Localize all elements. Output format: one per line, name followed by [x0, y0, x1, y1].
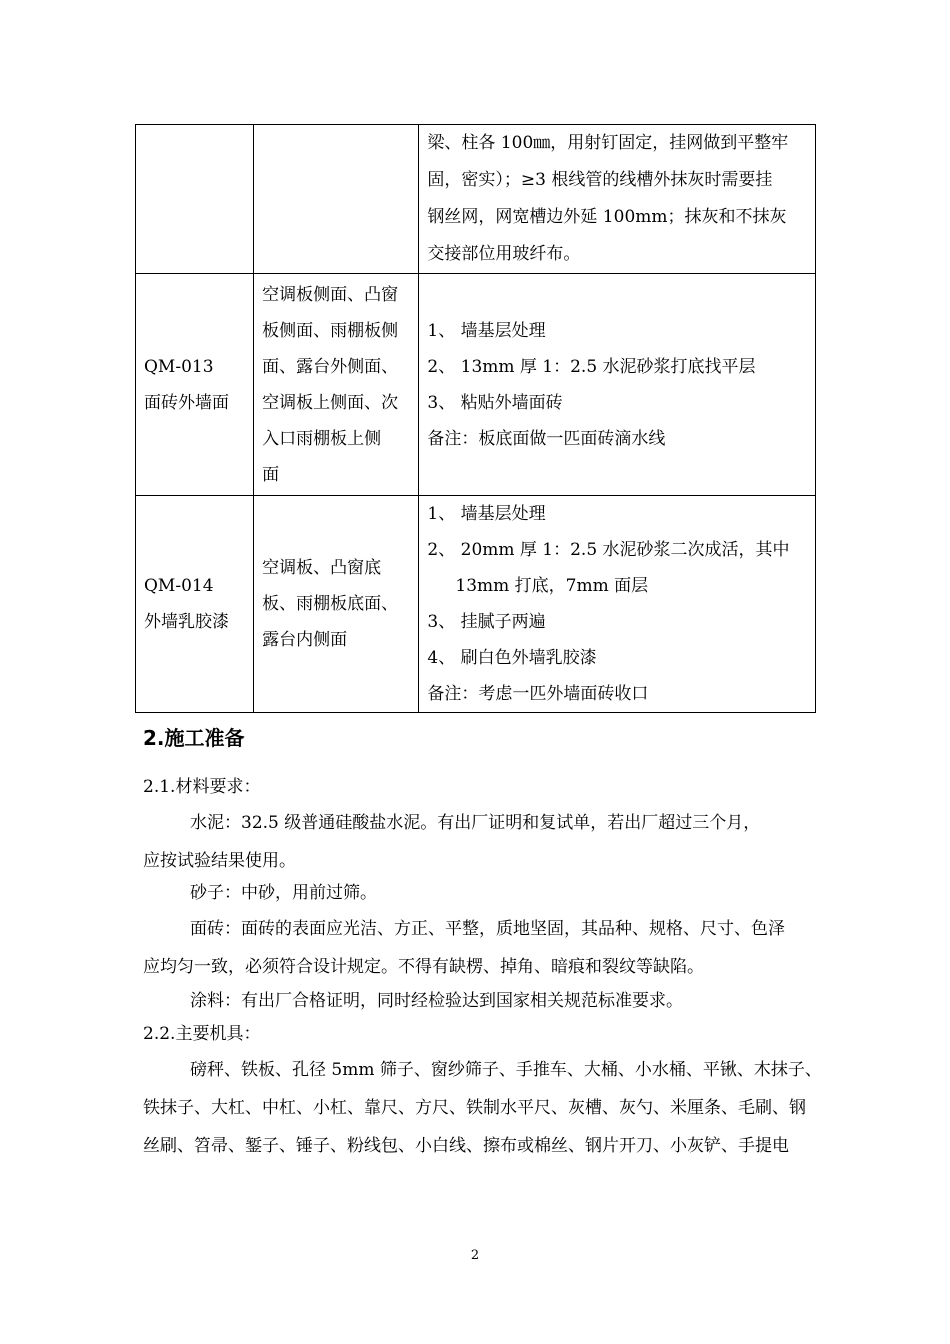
location-cell [254, 125, 419, 274]
paragraph-line: 面砖：面砖的表面应光洁、方正、平整，质地坚固，其品种、规格、尺寸、色泽 [190, 919, 785, 939]
paragraph-line: 应均匀一致，必须符合设计规定。不得有缺楞、掉角、暗痕和裂纹等缺陷。 [143, 957, 704, 977]
method-line: 备注：板底面做一匹面砖滴水线 [427, 428, 666, 449]
location-line: 空调板上侧面、次 [262, 392, 399, 413]
method-line: 13mm 打底，7mm 面层 [455, 576, 649, 596]
table-row [136, 274, 816, 496]
paragraph-line: 应按试验结果使用。 [143, 851, 296, 871]
location-line: 面、露台外侧面、 [262, 356, 399, 377]
item-name: 外墙乳胶漆 [144, 612, 229, 632]
section-heading: 2.施工准备 [143, 726, 245, 750]
item-name: 面砖外墙面 [144, 392, 229, 413]
table-row [136, 125, 816, 274]
item-code: QM-014 [144, 576, 214, 596]
subsection-heading-materials: 2.1.材料要求： [143, 777, 261, 797]
method-cell [419, 274, 816, 496]
location-line: 板、雨棚板底面、 [262, 594, 399, 614]
method-line: 备注：考虑一匹外墙面砖收口 [427, 684, 649, 704]
code-cell [136, 274, 254, 496]
table-row [136, 496, 816, 713]
method-line: 交接部位用玻纤布。 [427, 244, 581, 264]
location-cell [254, 496, 419, 713]
method-line: 梁、柱各 100㎜，用射钉固定，挂网做到平整牢 [427, 133, 789, 153]
paragraph-line: 铁抹子、大杠、中杠、小杠、靠尺、方尺、铁制水平尺、灰槽、灰勺、米厘条、毛刷、钢 [143, 1098, 806, 1118]
method-line: 钢丝网，网宽槽边外延 100mm；抹灰和不抹灰 [427, 207, 787, 227]
paragraph-line: 水泥：32.5 级普通硅酸盐水泥。有出厂证明和复试单，若出厂超过三个月， [190, 813, 761, 833]
method-line: 固，密实）；≥3 根线管的线槽外抹灰时需要挂 [427, 170, 773, 190]
method-cell [419, 125, 816, 274]
location-line: 板侧面、雨棚板侧 [262, 320, 399, 341]
location-line: 面 [262, 464, 280, 485]
method-line: 2、 13mm 厚 1：2.5 水泥砂浆打底找平层 [427, 356, 756, 377]
location-line: 入口雨棚板上侧 [262, 428, 382, 449]
paragraph-tile [143, 910, 818, 986]
method-line: 2、 20mm 厚 1：2.5 水泥砂浆二次成活，其中 [427, 540, 790, 560]
location-line: 露台内侧面 [262, 630, 348, 650]
method-line: 1、 墙基层处理 [427, 504, 546, 524]
method-line: 3、 粘贴外墙面砖 [427, 392, 563, 413]
paragraph-line: 砂子：中砂，用前过筛。 [190, 883, 377, 903]
location-cell [254, 274, 419, 496]
code-cell [136, 496, 254, 713]
paragraph-line: 涂料：有出厂合格证明，同时经检验达到国家相关规范标准要求。 [190, 991, 683, 1011]
paragraph-sand [143, 874, 818, 912]
item-code: QM-013 [144, 356, 214, 377]
method-line: 1、 墙基层处理 [427, 320, 546, 341]
method-line: 3、 挂腻子两遍 [427, 612, 546, 632]
paragraph-line: 丝刷、笤帚、錾子、锤子、粉线包、小白线、擦布或棉丝、钢片开刀、小灰铲、手提电 [143, 1136, 789, 1156]
paragraph-paint [143, 982, 818, 1020]
paragraph-tools [143, 1051, 822, 1165]
method-line: 4、 刷白色外墙乳胶漆 [427, 648, 597, 668]
subsection-heading-tools: 2.2.主要机具： [143, 1024, 261, 1044]
paragraph-cement [143, 804, 818, 880]
code-cell [136, 125, 254, 274]
location-line: 空调板、凸窗底 [262, 558, 382, 578]
paragraph-line: 磅秤、铁板、孔径 5mm 筛子、窗纱筛子、手推车、大桶、小水桶、平锹、木抹子、 [190, 1060, 822, 1080]
location-line: 空调板侧面、凸窗 [262, 284, 399, 305]
page-number: 2 [470, 1248, 480, 1263]
method-cell [419, 496, 816, 713]
construction-spec-table [135, 124, 816, 713]
